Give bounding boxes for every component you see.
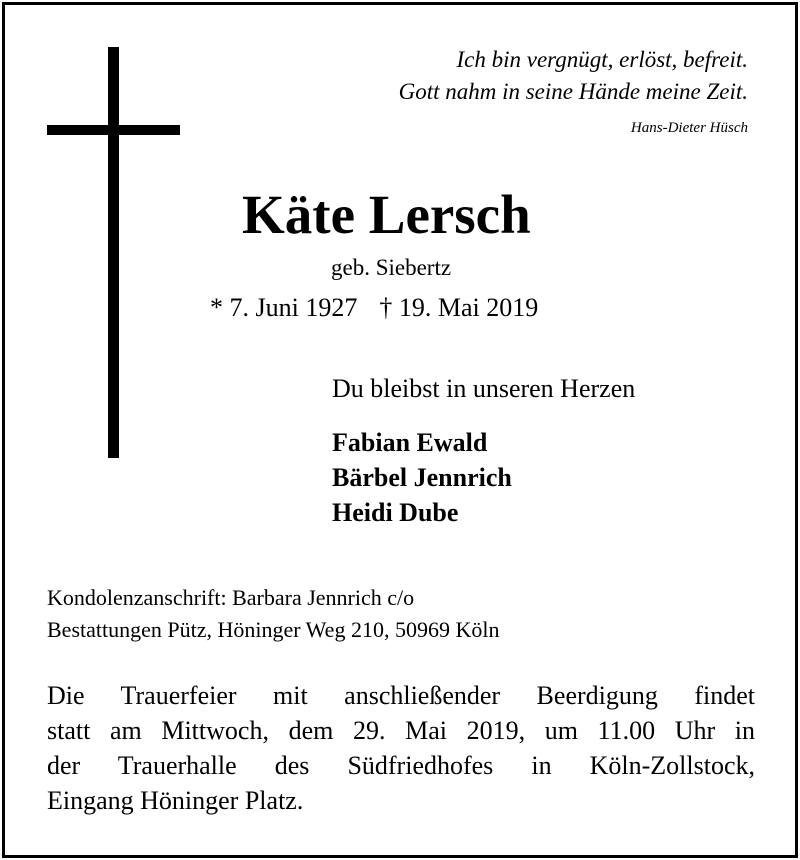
cross-icon-crossbar	[47, 125, 180, 135]
remembrance-text: Du bleibst in unseren Herzen	[332, 374, 636, 403]
service-line: der Trauerhalle des Südfriedhofes in Köln-Zollstock,	[47, 751, 755, 780]
funeral-service-info	[47, 678, 755, 818]
motto-author: Hans-Dieter Hüsch	[630, 120, 748, 136]
death-date: † 19. Mai 2019	[379, 293, 539, 322]
life-dates	[210, 293, 538, 323]
motto-line: Gott nahm in seine Hände meine Zeit.	[398, 79, 748, 104]
service-line: Eingang Höninger Platz.	[47, 786, 304, 815]
mourners-list	[332, 425, 512, 530]
mourner-name: Fabian Ewald	[332, 428, 488, 457]
mourner-name: Bärbel Jennrich	[332, 463, 512, 492]
service-line: Die Trauerfeier mit anschließender Beerdigung findet	[47, 681, 755, 710]
cross-icon	[108, 47, 119, 458]
maiden-name: geb. Siebertz	[331, 255, 452, 280]
mourner-name: Heidi Dube	[332, 498, 459, 527]
condolence-line: Bestattungen Pütz, Höninger Weg 210, 50969 Köln	[47, 617, 500, 642]
deceased-name: Käte Lersch	[242, 184, 531, 245]
motto-quote	[399, 44, 748, 108]
condolence-line: Kondolenzanschrift: Barbara Jennrich c/o	[47, 585, 415, 610]
condolence-address	[47, 582, 499, 646]
motto-line: Ich bin vergnügt, erlöst, befreit.	[456, 47, 748, 72]
birth-date: * 7. Juni 1927	[210, 293, 358, 322]
service-line: statt am Mittwoch, dem 29. Mai 2019, um 11.00 Uhr in	[47, 716, 755, 745]
